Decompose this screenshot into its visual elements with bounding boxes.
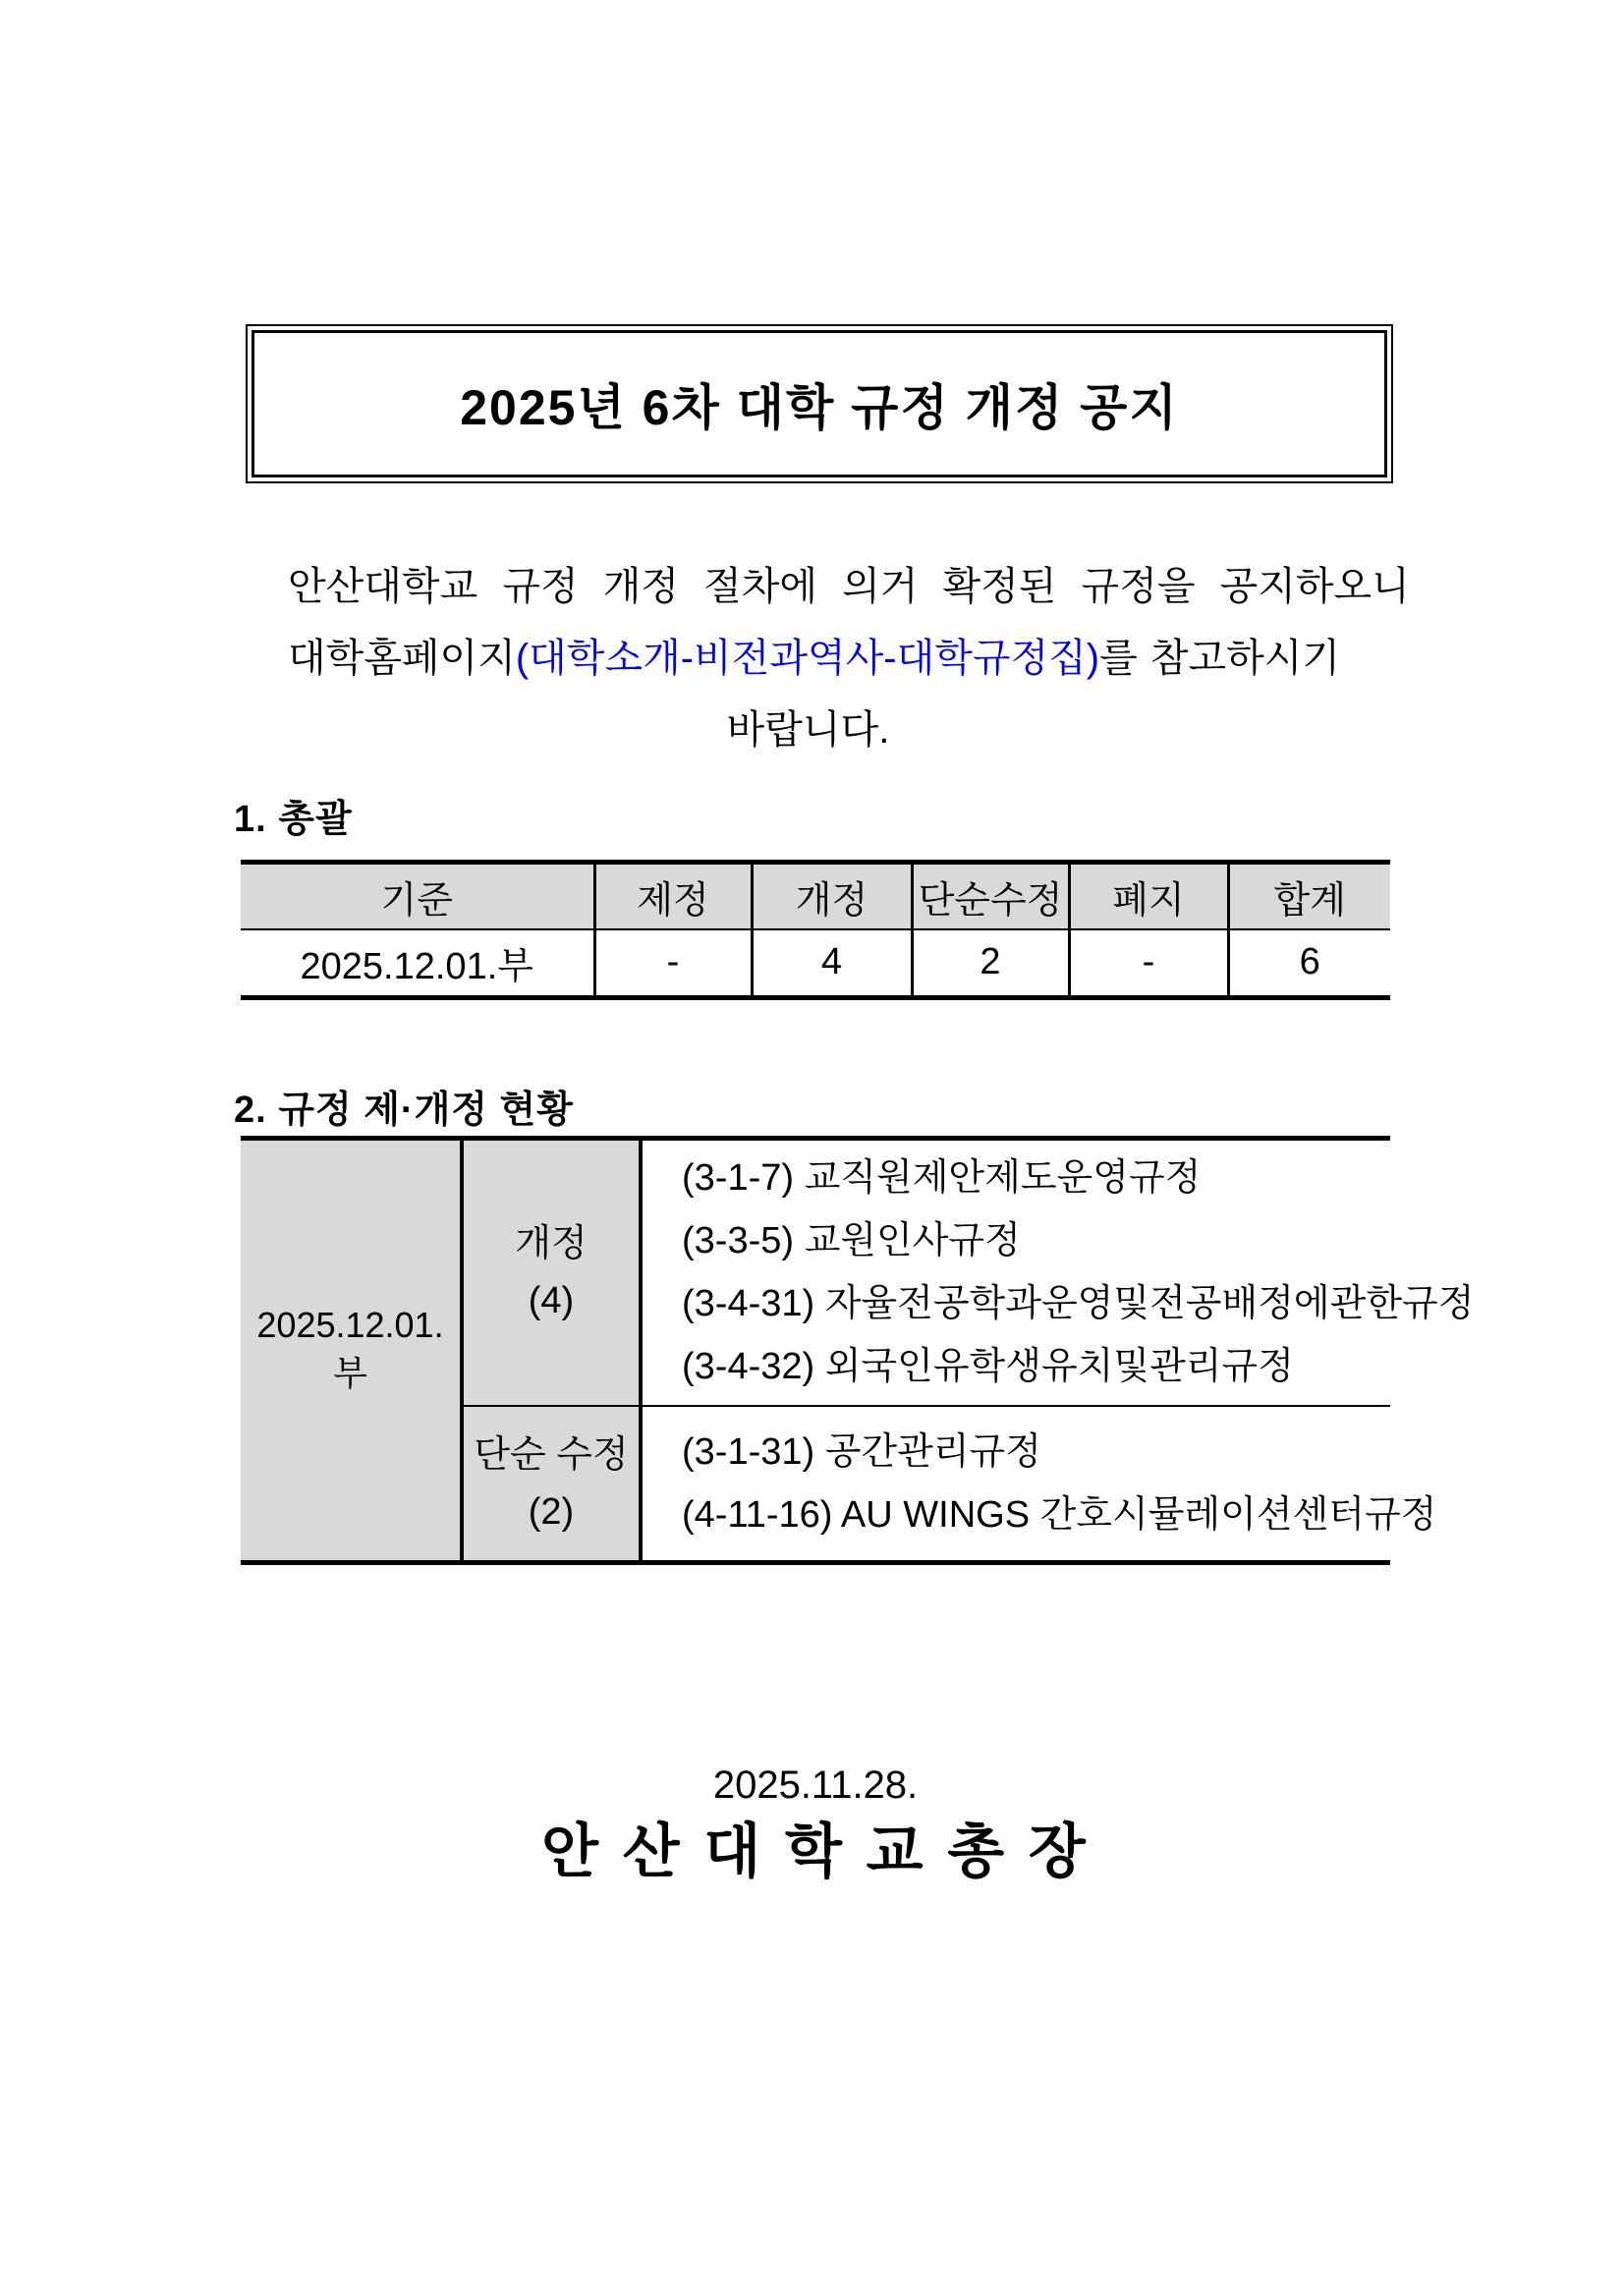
intro-line-2 <box>288 623 1341 695</box>
revision-item: (3-1-31) 공간관리규정 <box>682 1430 1041 1473</box>
revision-item: (3-1-7) 교직원제안제도운영규정 <box>682 1157 1202 1200</box>
revision-items-cell <box>641 1406 1437 1563</box>
revision-type-label: 개정 <box>515 1223 588 1265</box>
revision-type-count: (4) <box>528 1280 575 1322</box>
intro-line-2-prefix: 대학홈페이지 <box>288 637 516 680</box>
revision-row-amend <box>241 1139 1390 1406</box>
summary-header-cell: 단순수정 <box>912 863 1069 929</box>
homepage-path-link[interactable]: (대학소개-비전과역사-대학규정집) <box>515 637 1100 680</box>
summary-header-row <box>241 863 1390 929</box>
summary-data-cell: 2 <box>912 929 1069 998</box>
summary-header-cell: 기준 <box>241 863 594 929</box>
section2-heading: 2. 규정 제·개정 현황 <box>234 1090 574 1131</box>
summary-data-cell: 6 <box>1228 929 1390 998</box>
notice-title: 2025년 6차 대학 규정 개정 공지 <box>460 380 1179 435</box>
revision-table <box>241 1136 1475 1565</box>
footer-date: 2025.11.28. <box>712 1764 919 1807</box>
summary-table <box>241 860 1390 1000</box>
section1-heading: 1. 총괄 <box>234 799 353 840</box>
revision-type-cell <box>462 1139 641 1406</box>
revision-item: (3-4-32) 외국인유학생유치및관리규정 <box>682 1346 1294 1388</box>
notice-title-box <box>246 324 1393 483</box>
revision-type-count: (2) <box>528 1490 575 1533</box>
revision-type-label: 단순 수정 <box>474 1433 629 1476</box>
summary-header-cell: 합계 <box>1228 863 1390 929</box>
intro-line-1: 안산대학교 규정 개정 절차에 의거 확정된 규정을 공지하오니 <box>288 565 1410 608</box>
summary-data-cell: 2025.12.01.부 <box>241 929 594 998</box>
intro-paragraph <box>288 551 1410 766</box>
president-signature: 안 산 대 학 교 총 장 <box>541 1819 1090 1884</box>
revision-item: (4-11-16) AU WINGS 간호시뮬레이션센터규정 <box>682 1493 1437 1536</box>
summary-data-cell: - <box>594 929 752 998</box>
summary-data-cell: 4 <box>752 929 912 998</box>
summary-data-cell: - <box>1069 929 1228 998</box>
revision-item: (3-3-5) 교원인사규정 <box>682 1220 1021 1262</box>
notice-title-inner-border <box>252 330 1387 477</box>
revision-item: (3-4-31) 자율전공학과운영및전공배정에관한규정 <box>682 1283 1475 1325</box>
intro-line-3: 바랍니다. <box>726 708 890 752</box>
summary-header-cell: 개정 <box>752 863 912 929</box>
effective-date-cell: 2025.12.01.부 <box>241 1139 462 1563</box>
revision-type-cell <box>462 1406 641 1563</box>
intro-line-2-suffix: 를 참고하시기 <box>1099 637 1341 680</box>
summary-header-cell: 제정 <box>594 863 752 929</box>
summary-header-cell: 폐지 <box>1069 863 1228 929</box>
revision-items-cell <box>641 1139 1475 1406</box>
summary-data-row <box>241 929 1390 998</box>
